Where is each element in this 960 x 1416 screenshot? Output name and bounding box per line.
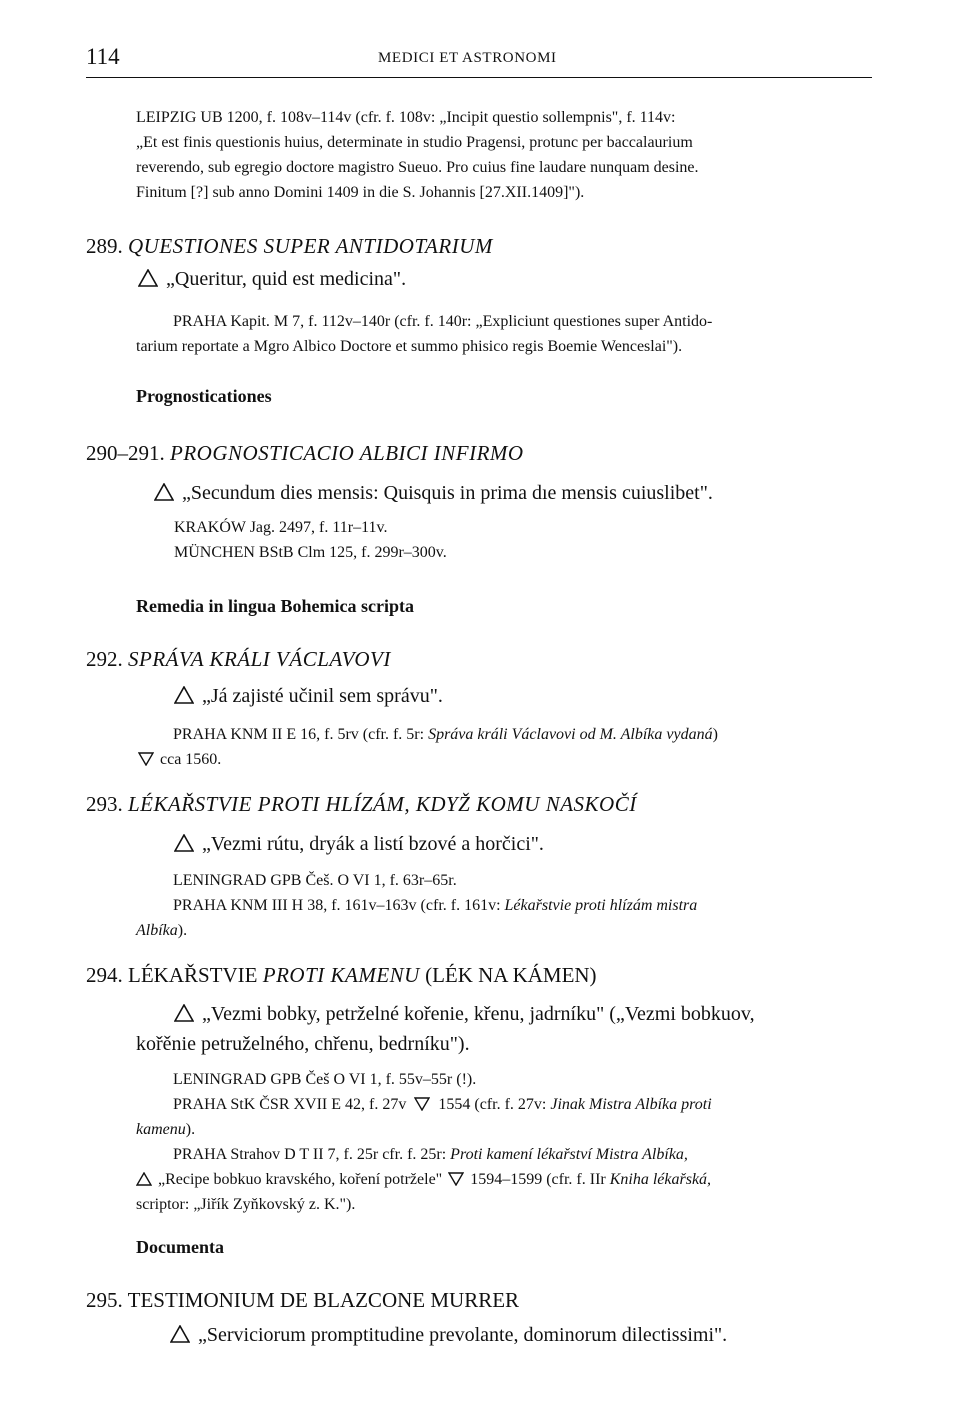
text-line xyxy=(136,722,872,747)
ms-text: ). xyxy=(177,922,188,939)
section-heading-remedia: Remedia in lingua Bohemica scripta xyxy=(136,596,414,616)
ms-title: Jinak Mistra Albíka proti xyxy=(550,1096,712,1113)
entry-292-manuscripts xyxy=(136,722,872,772)
entry-title-italic: PROTI KAMENU xyxy=(262,963,420,987)
entry-289-heading xyxy=(86,233,493,259)
incipit-text: „Queritur, quid est medicina". xyxy=(166,268,407,290)
entry-title-suffix: (LÉK NA KÁMEN) xyxy=(419,963,597,987)
triangle-down-icon xyxy=(448,1172,464,1186)
page-header xyxy=(86,44,872,76)
text-line: LENINGRAD GPB Češ O VI 1, f. 55v–55r (!). xyxy=(173,1071,477,1088)
text-line: kořěnie petruželného, chřenu, bedrníku"). xyxy=(136,1033,470,1055)
text-line: LEIPZIG UB 1200, f. 108v–114v (cfr. f. 108v: „Incipit questio sollempnis", f. 114v: xyxy=(136,109,676,126)
entry-294-incipit xyxy=(136,999,872,1059)
text-line xyxy=(136,747,872,772)
entry-290-manuscripts xyxy=(174,515,872,565)
ms-title: Kniha lékařská, xyxy=(609,1171,712,1188)
text-line xyxy=(136,1117,872,1142)
entry-number: 293. xyxy=(86,792,123,816)
text-line: tarium reportate a Mgro Albico Doctore et summo phisico regis Boemie Wenceslai"). xyxy=(136,338,683,355)
triangle-up-icon xyxy=(138,269,158,287)
triangle-up-icon xyxy=(170,1325,190,1343)
entry-290-heading xyxy=(86,440,524,466)
ms-title: Lékařstvie proti hlízám mistra xyxy=(504,897,698,914)
entry-number: 292. xyxy=(86,647,123,671)
entry-number: 295. xyxy=(86,1288,123,1312)
text-line xyxy=(136,893,872,918)
text-line xyxy=(136,918,872,943)
ms-text: PRAHA Strahov D T II 7, f. 25r cfr. f. 25r: xyxy=(173,1146,451,1163)
section-heading-documenta: Documenta xyxy=(136,1237,224,1257)
ms-title: Albíka xyxy=(136,922,178,939)
ms-text: ). xyxy=(185,1121,196,1138)
text-line: scriptor: „Jiřík Zyňkovský z. K."). xyxy=(136,1196,356,1213)
entry-title: QUESTIONES SUPER ANTIDOTARIUM xyxy=(128,234,493,258)
entry-title: PROGNOSTICACIO ALBICI INFIRMO xyxy=(170,441,524,465)
entry-292-incipit xyxy=(174,681,443,711)
entry-294-heading xyxy=(86,962,597,988)
text-line: KRAKÓW Jag. 2497, f. 11r–11v. xyxy=(174,519,388,536)
incipit-text: „Já zajisté učinil sem správu". xyxy=(202,685,443,707)
text-line: PRAHA Kapit. M 7, f. 112v–140r (cfr. f. 140r: „Expliciunt questiones super Antido- xyxy=(173,313,713,330)
incipit-text: „Secundum dies mensis: Quisquis in prima dıe mensis cuiuslibet". xyxy=(182,482,713,504)
entry-295-incipit xyxy=(170,1320,727,1350)
entry-title: TESTIMONIUM DE BLAZCONE MURRER xyxy=(127,1288,520,1312)
entry-title: SPRÁVA KRÁLI VÁCLAVOVI xyxy=(128,647,391,671)
ms-text: PRAHA KNM II E 16, f. 5rv (cfr. f. 5r: xyxy=(173,726,429,743)
entry-number: 294. xyxy=(86,963,123,987)
entry-292-heading xyxy=(86,646,391,672)
entry-293-incipit xyxy=(174,829,544,859)
triangle-up-icon xyxy=(136,1172,152,1186)
section-heading-prognosticationes: Prognosticationes xyxy=(136,386,272,406)
entry-294-manuscripts xyxy=(136,1067,872,1217)
ms-text: ) xyxy=(712,726,718,743)
triangle-up-icon xyxy=(174,1004,194,1022)
date-text: cca 1560. xyxy=(160,751,222,768)
text-line: Finitum [?] sub anno Domini 1409 in die S. Johannis [27.XII.1409]"). xyxy=(136,184,585,201)
header-rule xyxy=(86,77,872,78)
text-line xyxy=(136,1092,872,1117)
triangle-down-icon xyxy=(138,752,154,766)
entry-number: 289. xyxy=(86,234,123,258)
triangle-up-icon xyxy=(174,686,194,704)
entry-293-heading xyxy=(86,791,637,817)
ms-text: 1554 (cfr. f. 27v: xyxy=(438,1096,551,1113)
ms-text: PRAHA KNM III H 38, f. 161v–163v (cfr. f. 161v: xyxy=(173,897,505,914)
entry-289-incipit xyxy=(138,264,406,294)
running-head: MEDICI ET ASTRONOMI xyxy=(378,50,557,66)
triangle-down-icon xyxy=(414,1097,430,1111)
entry-293-manuscripts xyxy=(136,868,872,943)
ms-text: 1594–1599 (cfr. f. IIr xyxy=(470,1171,610,1188)
ms-text: „Recipe bobkuo kravského, koření potržele" xyxy=(158,1171,443,1188)
entry-289-manuscripts xyxy=(136,309,872,359)
entry-290-incipit xyxy=(154,478,713,508)
incipit-text: „Serviciorum promptitudine prevolante, dominorum dilectissimi". xyxy=(198,1324,728,1346)
triangle-up-icon xyxy=(154,483,174,501)
entry-295-heading xyxy=(86,1287,519,1313)
text-line: LENINGRAD GPB Češ. O VI 1, f. 63r–65r. xyxy=(173,872,457,889)
text-line: reverendo, sub egregio doctore magistro Sueuo. Pro cuius fine laudare nunquam desine. xyxy=(136,159,699,176)
entry-number: 290–291. xyxy=(86,441,165,465)
ms-text: PRAHA StK ČSR XVII E 42, f. 27v xyxy=(173,1096,407,1113)
entry-title: LÉKAŘSTVIE xyxy=(128,963,263,987)
continuation-block xyxy=(136,105,872,205)
ms-title: Proti kamení lékařství Mistra Albíka, xyxy=(450,1146,688,1163)
incipit-text: „Vezmi bobky, petrželné kořenie, křenu, jadrníku" („Vezmi bobkuov, xyxy=(202,1003,755,1025)
ms-title: kamenu xyxy=(136,1121,186,1138)
text-line xyxy=(136,1142,872,1167)
triangle-up-icon xyxy=(174,834,194,852)
text-line: MÜNCHEN BStB Clm 125, f. 299r–300v. xyxy=(174,544,447,561)
text-line xyxy=(136,999,872,1029)
text-line xyxy=(136,1167,872,1192)
incipit-text: „Vezmi rútu, dryák a listí bzové a horčici". xyxy=(202,833,544,855)
text-line: „Et est finis questionis huius, determinate in studio Pragensi, protunc per baccalaurium xyxy=(136,134,693,151)
ms-title: Správa králi Václavovi od M. Albíka vydaná xyxy=(428,726,713,743)
page-number: 114 xyxy=(86,44,120,69)
entry-title: LÉKAŘSTVIE PROTI HLÍZÁM, KDYŽ KOMU NASKOČÍ xyxy=(128,792,637,816)
